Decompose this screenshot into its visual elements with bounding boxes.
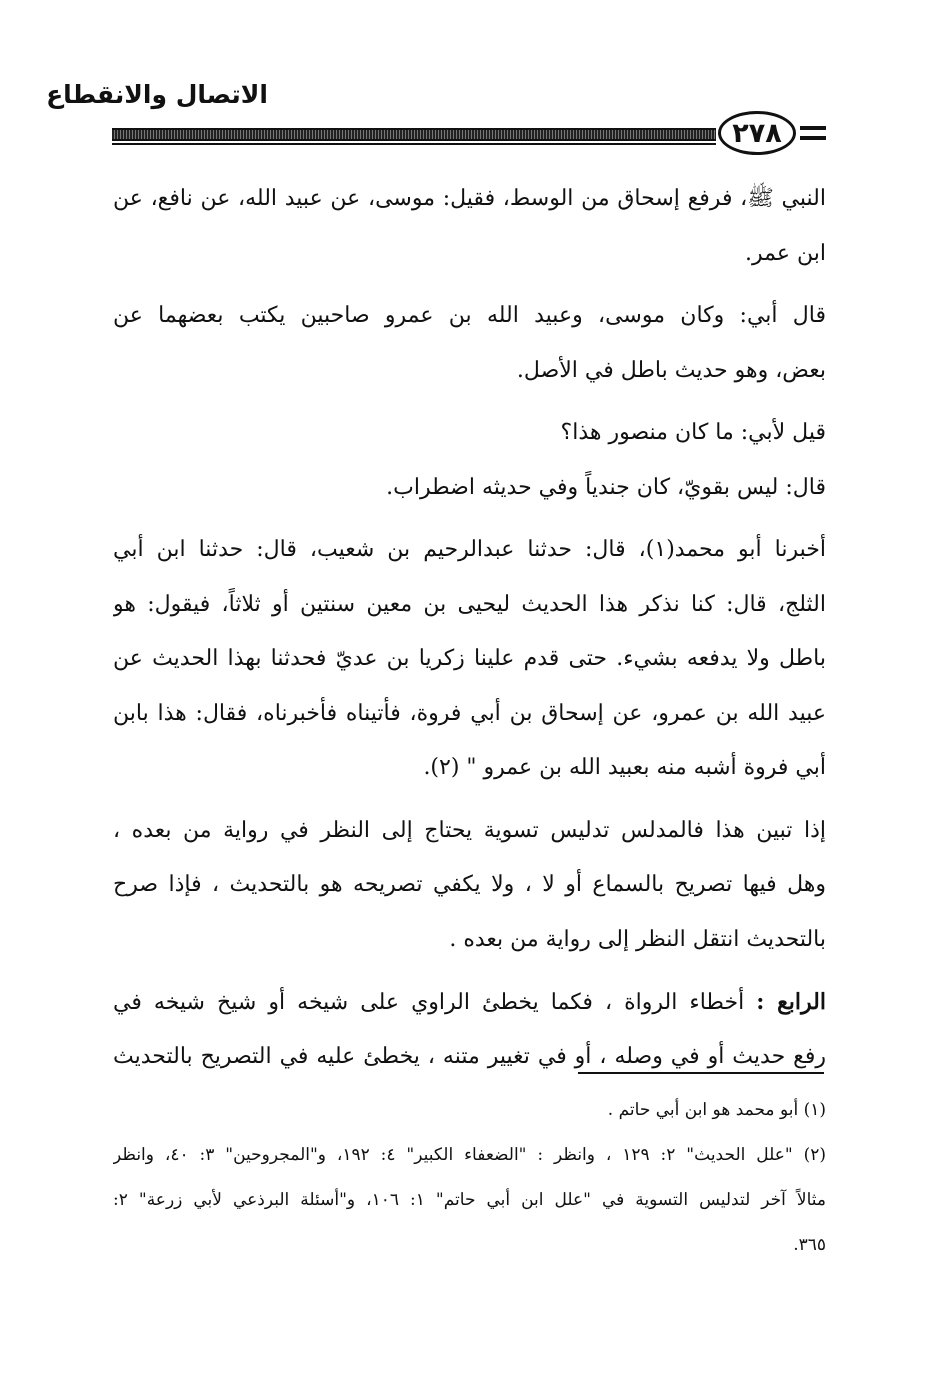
page-number: ٢٧٨ [718, 111, 796, 155]
footnote-line: ٣٦٥. [793, 1235, 826, 1255]
body-line: أخبرنا أبو محمد(١)، قال: حدثنا عبدالرحيم بن شعيب، قال: حدثنا ابن أبي [113, 537, 826, 562]
footnote-line: مثالاً آخر لتدليس التسوية في "علل ابن أبي حاتم" ١: ١٠٦، و"أسئلة البرذعي لأبي زرعة" ٢: [113, 1190, 826, 1210]
body-line: إذا تبين هذا فالمدلس تدليس تسوية يحتاج إلى النظر في رواية من بعده ، [113, 817, 826, 843]
header-rule-band [112, 128, 716, 141]
body-line: قال أبي: وكان موسى، وعبيد الله بن عمرو صاحبين يكتب بعضهما عن [113, 303, 826, 328]
running-title: الاتصال والانقطاع [46, 80, 268, 109]
footnote-separator [578, 1072, 824, 1074]
body-text [113, 172, 826, 1084]
body-line: بعض، وهو حديث باطل في الأصل. [516, 357, 826, 383]
footnote-line: (٢) "علل الحديث" ٢: ١٢٩ ، وانظر : "الضعفاء الكبير" ٤: ١٩٢، و"المجروحين" ٣: ٤٠، وانظر [113, 1145, 826, 1165]
header-rule-thin [112, 143, 716, 145]
body-line: رفع حديث أو في وصله ، أو في تغيير متنه ، يخطئ عليه في التصريح بالتحديث [113, 1043, 826, 1069]
body-line: باطل ولا يدفعه بشيء. حتى قدم علينا زكريا بن عديّ فحدثنا بهذا الحديث عن [113, 646, 826, 671]
body-line: قال: ليس بقويّ، كان جندياً وفي حديثه اضطراب. [386, 474, 826, 500]
body-line-rabi [113, 975, 826, 1030]
footnote-line: (١) أبو محمد هو ابن أبي حاتم . [607, 1100, 826, 1120]
body-line: وهل فيها تصريح بالسماع أو لا ، ولا يكفي تصريحه هو بالتحديث ، فإذا صرح [113, 872, 826, 897]
body-line: النبي ﷺ، فرفع إسحاق من الوسط، فقيل: موسى، عن عبيد الله، عن نافع، عن [113, 186, 826, 211]
rabi-text: أخطاء الرواة ، فكما يخطئ الراوي على شيخه أو شيخ شيخه في [113, 990, 745, 1015]
footnotes [113, 1088, 826, 1268]
body-line: الثلج، قال: كنا نذكر هذا الحديث ليحيى بن معين سنتين أو ثلاثاً، فيقول: هو [113, 591, 826, 617]
body-line: أبي فروة أشبه منه بعبيد الله بن عمرو " (٢). [423, 755, 826, 780]
body-line: ابن عمر. [745, 240, 826, 266]
header-rule-right-top [800, 126, 826, 130]
header-rule-right-bottom [800, 136, 826, 140]
rabi-label: الرابع : [756, 989, 826, 1015]
body-line: عبيد الله بن عمرو، عن إسحاق بن أبي فروة، فأتيناه فأخبرناه، فقال: هذا بابن [113, 700, 826, 726]
body-line: بالتحديث انتقل النظر إلى رواية من بعده . [449, 926, 826, 952]
body-line: قيل لأبي: ما كان منصور هذا؟ [560, 420, 826, 445]
